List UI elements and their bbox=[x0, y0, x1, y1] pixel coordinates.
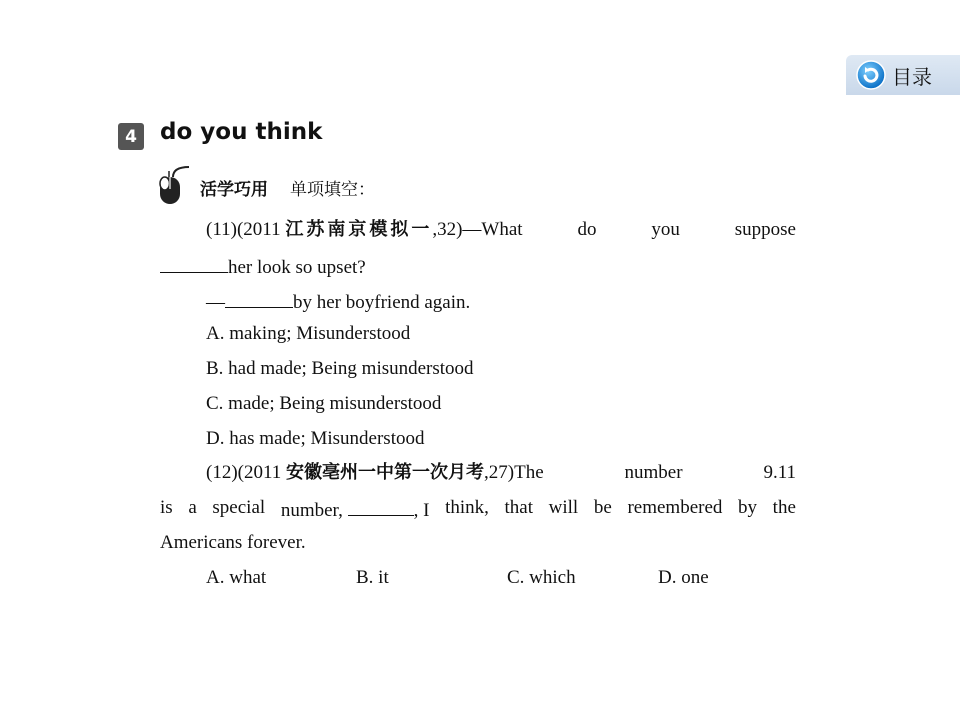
q12-number: (12) bbox=[206, 462, 238, 483]
mouse-icon bbox=[155, 163, 195, 205]
q12-l2-a0: , I bbox=[413, 500, 430, 521]
refresh-circle-icon bbox=[856, 60, 886, 90]
subheading-label: 活学巧用 bbox=[200, 180, 268, 200]
q12-l2-a7: the bbox=[772, 497, 796, 518]
section-number-badge: 4 bbox=[118, 123, 144, 150]
q12-word-1: number bbox=[624, 462, 683, 483]
q11-stem bbox=[160, 220, 796, 239]
q12-word-2: 9.11 bbox=[763, 462, 796, 483]
q12-l2-a4: be bbox=[593, 497, 612, 518]
subheading-instruction: 单项填空： bbox=[290, 180, 375, 200]
q12-source-cn: 安徽亳州一中第一次月考 bbox=[286, 462, 485, 483]
q12-option-a: A. what bbox=[206, 567, 267, 588]
q12-option-b: B. it bbox=[356, 567, 389, 588]
q12-line2 bbox=[160, 498, 796, 520]
q12-l2-w2: special bbox=[212, 497, 266, 518]
q11-option-c: C. made; Being misunderstood bbox=[206, 393, 442, 414]
q11-option-a: A. making; Misunderstood bbox=[206, 323, 411, 344]
q11-number: (11) bbox=[206, 219, 237, 240]
q12-option-c: C. which bbox=[507, 567, 576, 588]
q12-l2-w1: a bbox=[188, 497, 197, 518]
q11-word-1: do bbox=[577, 219, 597, 240]
q12-l2-w3: number, bbox=[280, 500, 343, 521]
toc-label: 目录 bbox=[892, 64, 932, 89]
q11-line2-text: her look so upset? bbox=[228, 257, 366, 278]
q12-source-open: (2011 bbox=[237, 462, 282, 483]
subheading bbox=[200, 175, 375, 200]
q11-source-close: ,32) bbox=[432, 219, 463, 240]
q11-option-b: B. had made; Being misunderstood bbox=[206, 358, 474, 379]
q12-l2-w0: is bbox=[160, 497, 173, 518]
q11-dash: — bbox=[206, 292, 225, 313]
q11-line3 bbox=[206, 290, 470, 312]
q12-option-d: D. one bbox=[658, 567, 709, 588]
q11-source-cn: 江苏南京模拟一 bbox=[285, 219, 433, 240]
q11-line2 bbox=[160, 255, 366, 277]
q12-l2-a3: will bbox=[548, 497, 579, 518]
q12-l2-a2: that bbox=[504, 497, 534, 518]
q11-word-2: you bbox=[651, 219, 680, 240]
answer-blank bbox=[225, 290, 293, 308]
section-title: do you think bbox=[160, 119, 323, 145]
q12-source-close: ,27) bbox=[484, 462, 515, 483]
toc-button[interactable] bbox=[846, 55, 960, 95]
answer-blank bbox=[160, 255, 228, 273]
q12-stem bbox=[160, 463, 796, 482]
q12-l2-a1: think, bbox=[445, 497, 489, 518]
q11-word-3: suppose bbox=[734, 219, 796, 240]
q12-l2-a6: by bbox=[738, 497, 758, 518]
q11-line3-text: by her boyfriend again. bbox=[293, 292, 471, 313]
q12-word-0: The bbox=[514, 462, 544, 483]
q12-l2-a5: remembered bbox=[627, 497, 723, 518]
answer-blank bbox=[348, 498, 414, 516]
q11-option-d: D. has made; Misunderstood bbox=[206, 428, 425, 449]
q11-source-open: (2011 bbox=[236, 219, 281, 240]
q12-line3: Americans forever. bbox=[160, 532, 306, 553]
q11-word-0: —What bbox=[462, 219, 523, 240]
